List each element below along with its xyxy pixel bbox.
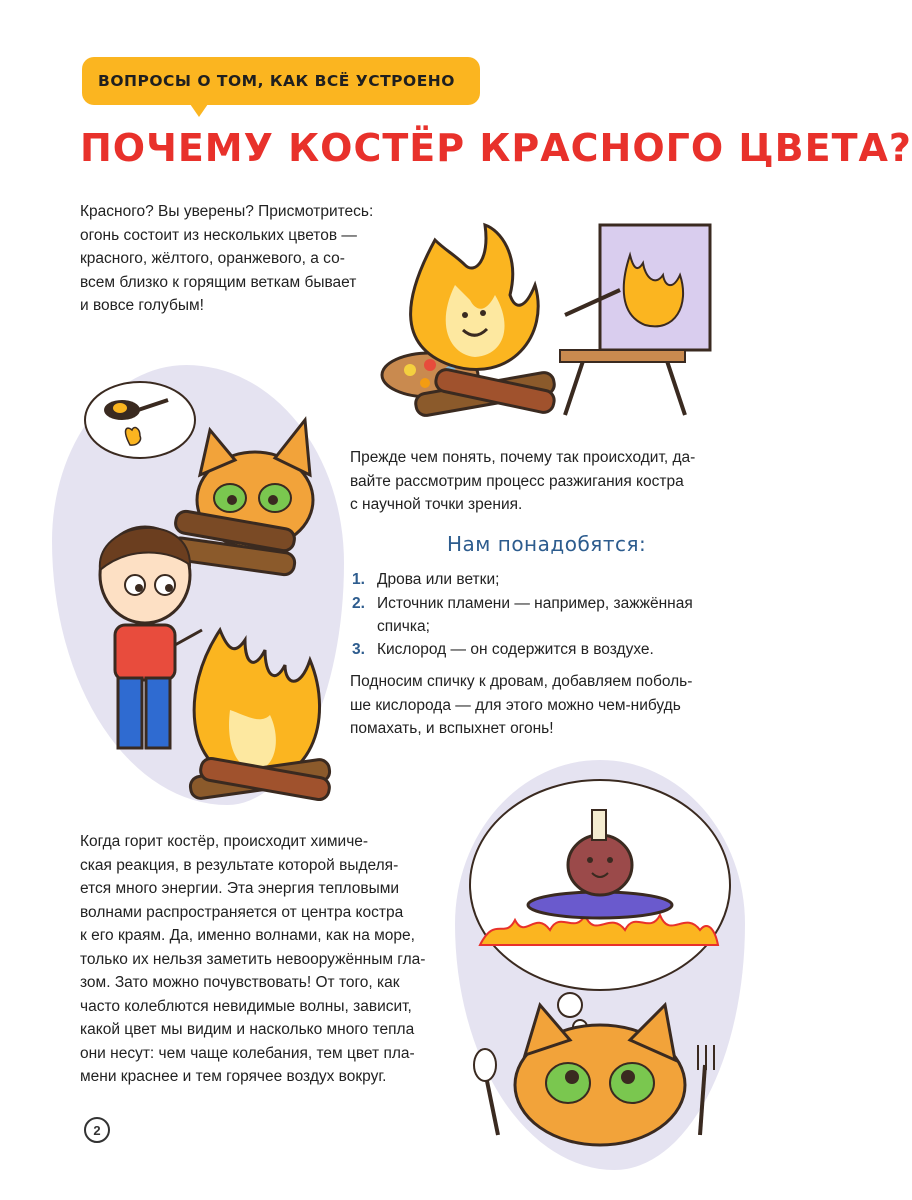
list-item xyxy=(352,568,752,591)
text-line: помахать, и вспыхнет огонь! xyxy=(350,720,554,737)
list-text: Кислород — он содержится в воздухе. xyxy=(377,641,654,658)
text-line: зом. Зато можно почувствовать! От того, как xyxy=(80,974,400,991)
list-number: 3. xyxy=(352,641,365,658)
list-number: 2. xyxy=(352,595,365,612)
process-paragraph xyxy=(350,446,695,517)
list-number: 1. xyxy=(352,571,365,588)
text-line: мени краснее и тем горячее воздух вокруг. xyxy=(80,1068,387,1085)
text-line: они несут: чем чаще колебания, тем цвет пла- xyxy=(80,1044,415,1062)
text-line: всем близко к горящим веткам бывает xyxy=(80,273,357,291)
text-line: Красного? Вы уверены? Присмотритесь: xyxy=(80,203,374,220)
text-line: какой цвет мы видим и насколько много тепла xyxy=(80,1021,415,1038)
easel-icon xyxy=(560,225,710,415)
list-item xyxy=(352,638,752,661)
thought-cloud-icon xyxy=(85,382,195,458)
text-line: и вовсе голубым! xyxy=(80,297,204,314)
campfire-painting-illustration xyxy=(375,215,735,425)
action-paragraph xyxy=(350,670,692,741)
text-line: Когда горит костёр, происходит химиче- xyxy=(80,833,369,850)
campfire-icon xyxy=(189,630,331,801)
explanation-paragraph xyxy=(80,830,425,1089)
needs-title: Нам понадобятся: xyxy=(447,532,647,556)
list-item xyxy=(352,592,752,638)
page-title: ПОЧЕМУ КОСТЁР КРАСНОГО ЦВЕТА? xyxy=(80,126,912,170)
list-text: Дрова или ветки; xyxy=(377,571,500,588)
cat-face-icon xyxy=(515,1005,685,1145)
cat-boy-campfire-illustration xyxy=(60,370,350,810)
text-line: к его краям. Да, именно волнами, как на море, xyxy=(80,927,415,944)
flame-icon xyxy=(411,225,539,370)
intro-paragraph xyxy=(80,200,373,318)
boy-icon xyxy=(100,527,202,748)
cat-dreaming-illustration xyxy=(460,765,745,1145)
list-text: Источник пламени — например, зажжённая xyxy=(377,595,693,612)
spoon-icon xyxy=(474,1049,498,1135)
text-line: ше кислорода — для этого можно чем-нибудь xyxy=(350,696,681,714)
text-line: вайте рассмотрим процесс разжигания костра xyxy=(350,472,684,490)
text-line: с научной точки зрения. xyxy=(350,496,523,513)
page-number: 2 xyxy=(84,1117,110,1143)
fork-icon xyxy=(698,1045,714,1135)
section-label-tail xyxy=(190,104,208,117)
text-line: красного, жёлтого, оранжевого, а со- xyxy=(80,250,345,267)
text-line: волнами распространяется от центра костра xyxy=(80,903,404,921)
text-line: часто колеблются невидимые волны, зависит, xyxy=(80,997,412,1015)
text-line: ется много энергии. Эта энергия тепловыми xyxy=(80,880,400,897)
text-line: Подносим спичку к дровам, добавляем поболь- xyxy=(350,673,693,690)
text-line: только их нельзя заметить невооружённым гла- xyxy=(80,950,426,968)
text-line: ская реакция, в результате которой выделя- xyxy=(80,856,399,874)
text-line: Прежде чем понять, почему так происходит, да- xyxy=(350,449,696,466)
text-line: огонь состоит из нескольких цветов — xyxy=(80,226,357,244)
list-text: спичка; xyxy=(377,618,430,635)
section-label: ВОПРОСЫ О ТОМ, КАК ВСЁ УСТРОЕНО xyxy=(82,57,480,105)
